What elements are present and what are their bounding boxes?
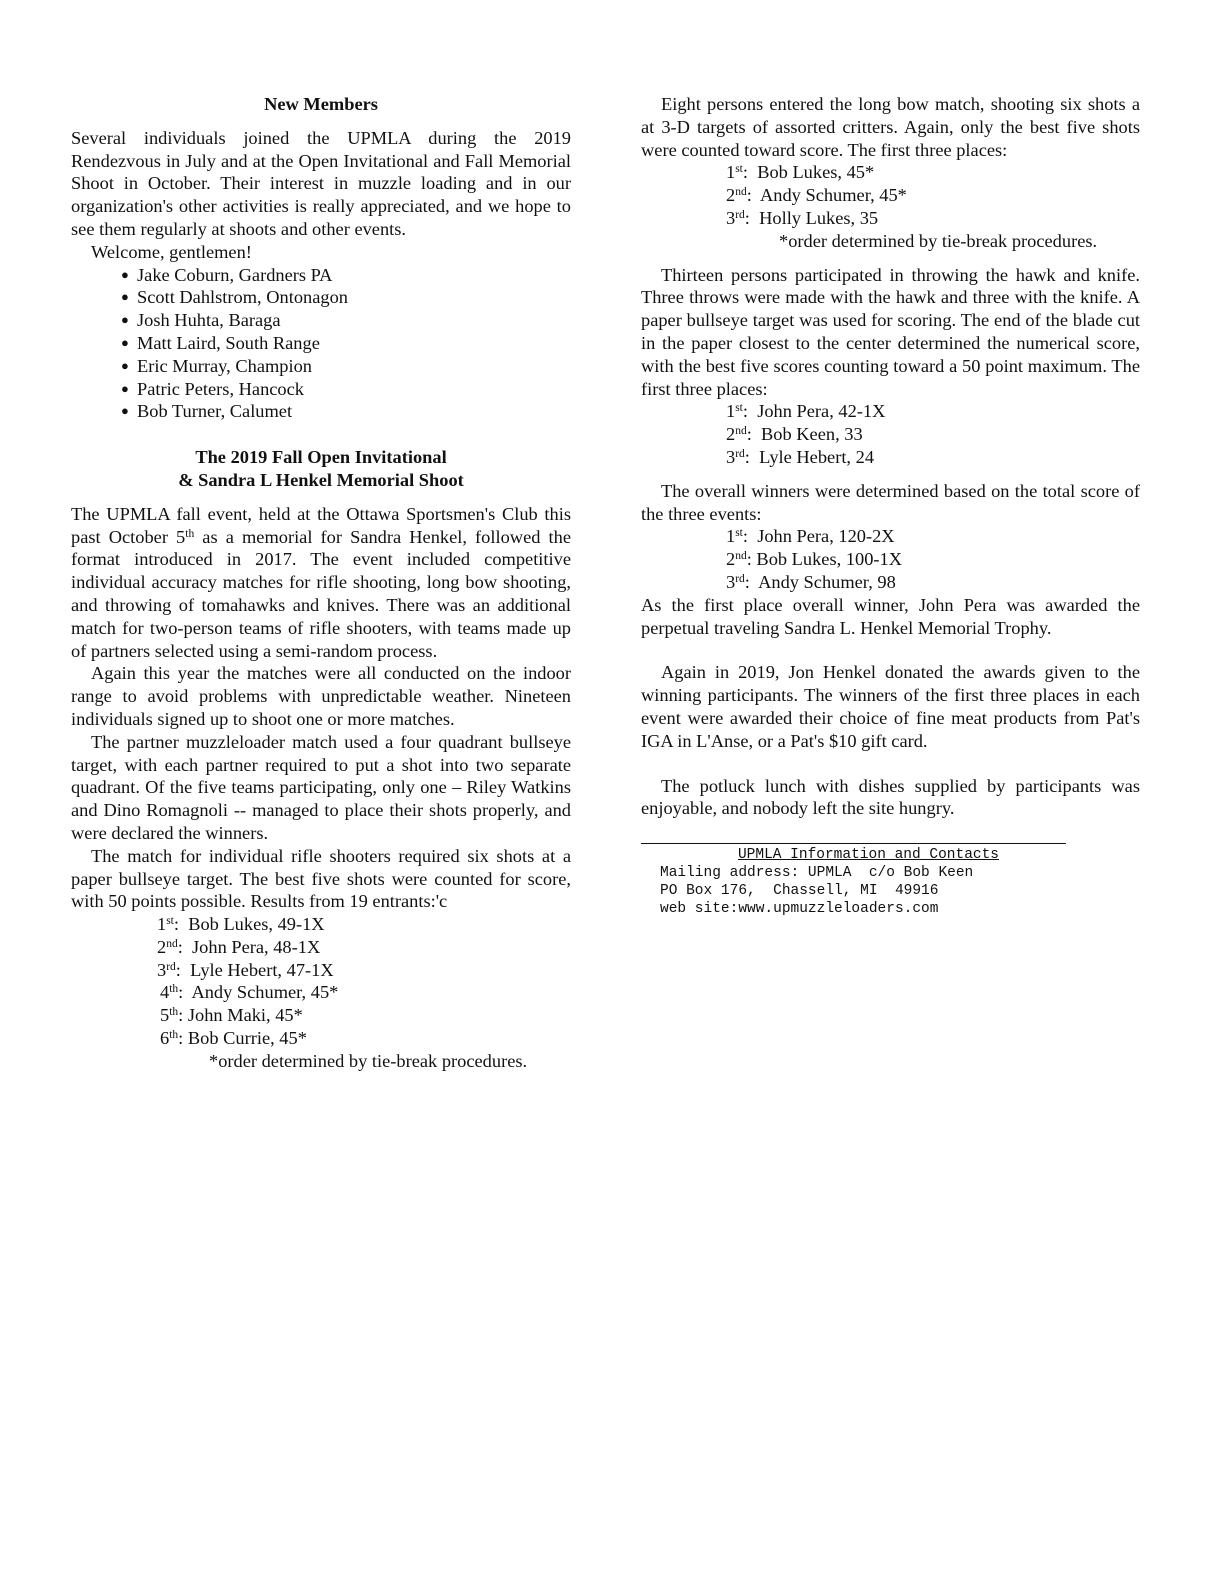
bow-paragraph: Eight persons entered the long bow match, shooting six shots a at 3-D targets of assorted critters. Again, only the best five shots were counted toward score. The first three places: [641,94,1140,160]
event-p1-ordinal: th [185,527,195,540]
new-members-intro: Several individuals joined the UPMLA during the 2019 Rendezvous in July and at the Open Invitational and Fall Memorial Shoot in October. Their interest in muzzle loading and in our organization's other activities is really appreciated, and we hope to see them regularly at shoots and other events. [71,127,571,239]
place-item: 1st: John Pera, 120-2X [726,526,895,547]
event-p1-text-b: as a memorial for Sandra Henkel, followed the format introduced in 2017. The event included competitive individual accuracy matches for rifle shooting, long bow shooting, and throwing of tomahawks and knives. There was an additional match for two-person teams of rifle shooters, with teams made up of partners selected using a semi-random process. [71,526,571,661]
trophy-paragraph: As the first place overall winner, John Pera was awarded the perpetual traveling Sandra L. Henkel Memorial Trophy. [641,594,1140,638]
place-item: 3rd: Holly Lukes, 35 [726,207,879,228]
event-heading-line1: The 2019 Fall Open Invitational [195,447,447,468]
right-column [641,93,1140,820]
contact-mailing-address: Mailing address: UPMLA c/o Bob Keen [660,865,974,881]
members-list [71,264,571,424]
welcome-text: Welcome, gentlemen! [91,241,252,262]
event-p1-text-a: The UPMLA fall event, held at the Ottawa Sportsmen's Club this past October 5 [71,503,571,547]
place-item: 6th: Bob Currie, 45* [160,1028,307,1049]
place-item: 2nd: John Pera, 48-1X [157,936,321,957]
event-paragraph-2: Again this year the matches were all conducted on the indoor range to avoid problems with unpredictable weather. Nineteen individuals signed up to shoot one or more matches. [71,663,571,729]
hawk-places-list [641,400,1140,468]
place-item: 1st: John Pera, 42-1X [726,401,886,422]
contact-info-block [641,843,1066,918]
member-item: ● Patric Peters, Hancock [121,378,571,401]
awards-paragraph: Again in 2019, Jon Henkel donated the awards given to the winning participants. The winners of the first three places in each event were awarded their choice of fine meat products from Pat's IGA in L'Anse, or a Pat's $10 gift card. [641,662,1140,751]
contact-title: UPMLA Information and Contacts [737,847,1000,863]
bow-places-list [641,161,1140,229]
hawk-paragraph: Thirteen persons participated in throwing the hawk and knife. Three throws were made with the hawk and three with the knife. A paper bullseye target was used for scoring. The end of the blade cut in the paper closest to the center determined the numerical score, with the best five scores counting toward a 50 point maximum. The first three places: [641,264,1140,399]
overall-paragraph: The overall winners were determined based on the total score of the three events: [641,480,1140,524]
place-item: 2nd: Bob Lukes, 100-1X [726,549,903,570]
place-item: 4th: Andy Schumer, 45* [160,982,339,1003]
event-paragraph-1 [71,503,571,663]
potluck-paragraph: The potluck lunch with dishes supplied by participants was enjoyable, and nobody left the site hungry. [641,775,1140,819]
member-item: ● Scott Dahlstrom, Ontonagon [121,286,571,309]
member-item: ● Jake Coburn, Gardners PA [121,264,571,287]
bow-tiebreak-note: *order determined by tie-break procedures. [779,230,1098,251]
event-paragraph-3: The partner muzzleloader match used a four quadrant bullseye target, with each partner required to put a shot into two separate quadrant. Of the five teams participating, only one – Riley Watkins and Dino Romagnoli -- managed to place their shots properly, and were declared the winners. [71,731,571,843]
contact-po-box: PO Box 176, Chassell, MI 49916 [660,883,939,899]
rifle-tiebreak-note: *order determined by tie-break procedures. [209,1050,528,1071]
member-item: ● Eric Murray, Champion [121,355,571,378]
left-column [71,93,571,1073]
place-item: 2nd: Andy Schumer, 45* [726,185,907,206]
event-paragraph-4: The match for individual rifle shooters required six shots at a paper bullseye target. The best five shots were counted for score, with 50 points possible. Results from 19 entrants:'c [71,845,571,912]
place-item: 5th: John Maki, 45* [160,1005,303,1026]
place-item: 2nd: Bob Keen, 33 [726,424,863,445]
member-item: ● Bob Turner, Calumet [121,400,571,423]
rifle-places-list [71,913,571,1050]
place-item: 1st: Bob Lukes, 45* [726,162,875,183]
member-item: ● Matt Laird, South Range [121,332,571,355]
overall-places-list [641,525,1140,593]
place-item: 3rd: Lyle Hebert, 24 [726,446,875,467]
event-heading-line2: & Sandra L Henkel Memorial Shoot [178,469,464,490]
place-item: 3rd: Andy Schumer, 98 [726,571,896,592]
place-item: 1st: Bob Lukes, 49-1X [157,914,325,935]
new-members-heading: New Members [264,94,378,114]
place-item: 3rd: Lyle Hebert, 47-1X [157,959,334,980]
member-item: ● Josh Huhta, Baraga [121,309,571,332]
contact-website: web site:www.upmuzzleloaders.com [660,901,939,917]
